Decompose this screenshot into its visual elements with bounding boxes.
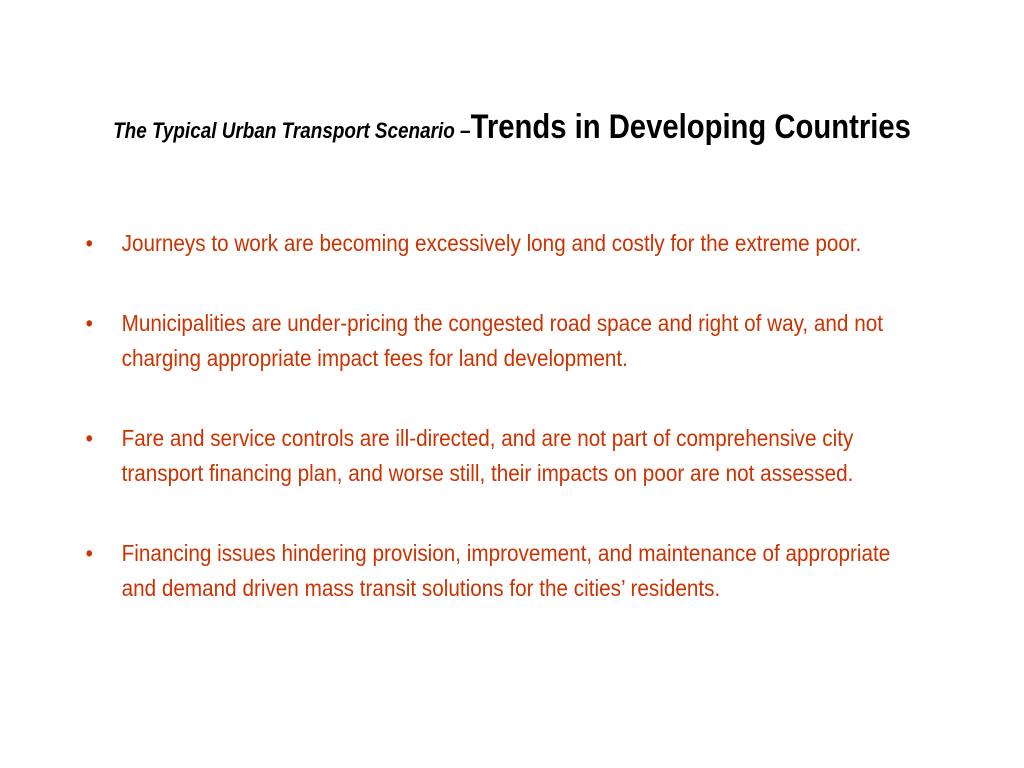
slide-title — [72, 108, 953, 147]
bullet-list — [82, 226, 962, 651]
bullet-marker: • — [85, 230, 93, 256]
bullet-item — [82, 536, 914, 606]
bullet-marker: • — [85, 540, 93, 566]
bullet-item — [82, 226, 914, 261]
bullet-text: Journeys to work are becoming excessively long and costly for the extreme poor. — [121, 230, 862, 256]
bullet-text: Financing issues hindering provision, improvement, and maintenance of appropriate and demand driven mass transit solutions for the cities’ residents. — [121, 540, 891, 601]
bullet-marker: • — [85, 425, 93, 451]
title-main: Trends in Developing Countries — [470, 108, 911, 146]
bullet-text: Municipalities are under-pricing the congested road space and right of way, and not charging appropriate impact fees for land development. — [121, 310, 883, 371]
bullet-item — [82, 421, 914, 491]
bullet-item — [82, 306, 914, 376]
bullet-text: Fare and service controls are ill-directed, and are not part of comprehensive city transport financing plan, and worse still, their impacts on poor are not assessed. — [121, 425, 854, 486]
title-prefix: The Typical Urban Transport Scenario – — [113, 118, 471, 143]
bullet-marker: • — [85, 310, 93, 336]
